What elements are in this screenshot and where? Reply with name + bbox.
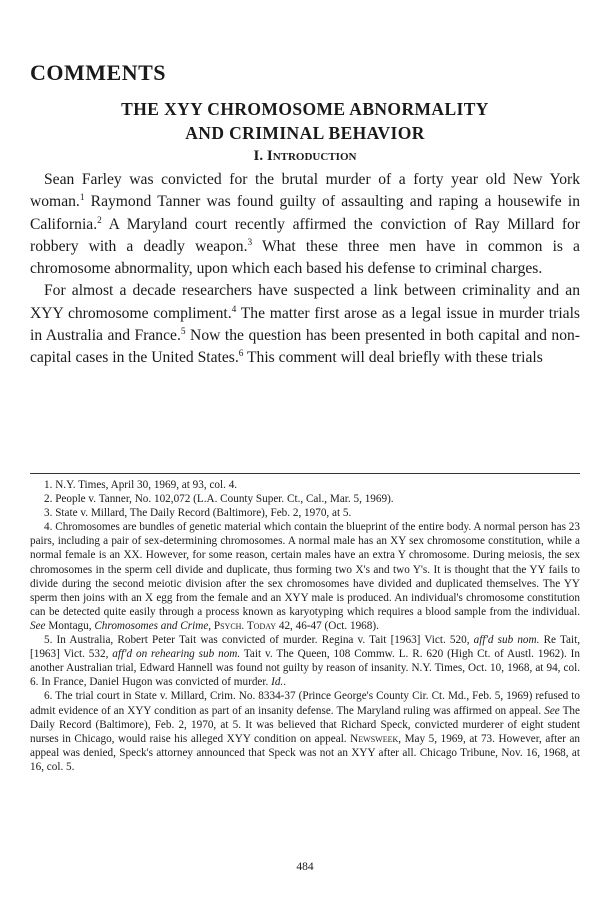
footnotes	[30, 478, 580, 774]
body-paragraph-1	[30, 169, 580, 280]
signal-see: See	[544, 704, 560, 717]
body-text-run: This comment will deal briefly with these trials	[243, 349, 543, 367]
journal-name: Psych. Today	[213, 619, 277, 632]
signal-id: Id.	[271, 676, 284, 689]
footnote-ref-6: 6	[238, 349, 244, 360]
footnote-ref-1: 1	[79, 193, 85, 204]
footnote-4	[30, 520, 580, 633]
article-cite: Chromosomes and Crime	[94, 619, 209, 632]
footnote-text-run: 6. The trial court in State v. Millard, Crim. No. 8334-37 (Prince George's County Cir. Ct. Md., Feb. 5, 1969) refused to admit evidence of an XYY condition as part of an insanity defense. The Maryland ruling was affirmed on appeal.	[30, 690, 580, 717]
footnote-text-run: The Daily Record (Baltimore), Feb. 2, 1970, at 5. It was believed that Richard Speck, convicted murderer of eight student nurses in Chicago, would raise his alleged XYY condition on appeal.	[30, 704, 580, 745]
subheading-introduction	[30, 148, 580, 165]
footnote-6	[30, 689, 580, 774]
page-number: 484	[296, 861, 314, 873]
magazine-name: Newsweek	[350, 732, 399, 745]
body-text-run: For almost a decade researchers have suspected a link between criminality and an XYY chromosome compliment.	[30, 282, 580, 322]
body-text-run: Raymond Tanner was found guilty of assaulting and raping a housewife in California.	[30, 193, 580, 233]
footnote-text-run: 42, 46-47 (Oct. 1968).	[276, 619, 379, 632]
footnote-text-run: Tait v. The Queen, 108 Commw. L. R. 620 (High Ct. of Austl. 1962). In another Australian trial, Edward Hannell was found not guilty by reason of insanity. N.Y. Times, Oct. 10, 1968, at 94, col. 6. In France, Daniel Hugon was convicted of murder.	[30, 648, 580, 689]
footnote-ref-5: 5	[180, 326, 186, 337]
title-line-1: THE XYY CHROMOSOME ABNORMALITY	[121, 99, 489, 119]
footnote-text-run: Montagu,	[45, 619, 95, 632]
body-text-run: A Maryland court recently affirmed the conviction of Ray Millard for robbery with a deadly weapon.	[30, 215, 580, 255]
footnote-text-run: 4. Chromosomes are bundles of genetic material which contain the blueprint of the entire body. A normal person has 23 pairs, including a pair of sex-determining chromosomes. A normal male has an XY sex chromosome constitution, while a normal female is an XX. However, for some reason, certain males have an extra Y chromosome. During meiosis, the sex chromosomes in the sperm cell divide and duplicate, thus forming two X's and two Y's. It is thought that the YY fails to divide during the second meiotic division after the sex chromosomes have divided and duplicated themselves. The YY sperm then joins with an X egg from the female and an XYY male is produced. An individual's chromosome constitution can be detected quite easily through a process known as karyotyping which requires a blood sample from the individual.	[30, 521, 580, 618]
body-text-run: Sean Farley was convicted for the brutal murder of a forty year old New York woman.	[30, 171, 580, 211]
signal-affd: aff'd sub nom.	[473, 634, 540, 647]
body-paragraph-2	[30, 280, 580, 369]
footnote-ref-4: 4	[231, 304, 237, 315]
body-text-run: Now the question has been presented in both capital and non-capital cases in the United States.	[30, 327, 580, 367]
footnote-text-run: 5. In Australia, Robert Peter Tait was convicted of murder. Regina v. Tait [1963] Vict. 520,	[44, 634, 474, 647]
title-line-2: AND CRIMINAL BEHAVIOR	[185, 123, 425, 143]
body-text-run: What these three men have in common is a chromosome abnormality, upon which each based his defense to criminal charges.	[30, 237, 580, 278]
footnote-5	[30, 633, 580, 689]
subheading-numeral: I.	[253, 148, 264, 164]
footnote-3: 3. State v. Millard, The Daily Record (Baltimore), Feb. 2, 1970, at 5.	[44, 507, 352, 520]
body-text	[30, 169, 580, 370]
footnote-ref-3: 3	[247, 237, 253, 248]
body-text-run: The matter first arose as a legal issue in murder trials in Australia and France.	[30, 304, 580, 345]
footnote-ref-2: 2	[97, 215, 102, 226]
footnote-text-run: .	[283, 676, 287, 689]
footnote-divider	[30, 473, 580, 474]
footnote-1: 1. N.Y. Times, April 30, 1969, at 93, col. 4.	[44, 479, 238, 491]
signal-affd-rehearing: aff'd on rehearing sub nom.	[112, 648, 241, 661]
footnote-text-run: Re Tait, [1963] Vict. 532,	[30, 634, 580, 661]
footnote-2: 2. People v. Tanner, No. 102,072 (L.A. County Super. Ct., Cal., Mar. 5, 1969).	[44, 493, 394, 506]
footnote-text-run: , May 5, 1969, at 73. However, after an appeal was denied, Speck's attorney announced that Speck was not an XYY after all. Chicago Tribune, Nov. 16, 1968, at 16, col. 5.	[30, 732, 581, 773]
subheading-text: Introduction	[266, 148, 357, 164]
article-title	[30, 97, 580, 145]
section-heading: COMMENTS	[30, 60, 166, 85]
signal-see: See	[30, 619, 46, 632]
footnote-text-run: ,	[208, 619, 214, 632]
